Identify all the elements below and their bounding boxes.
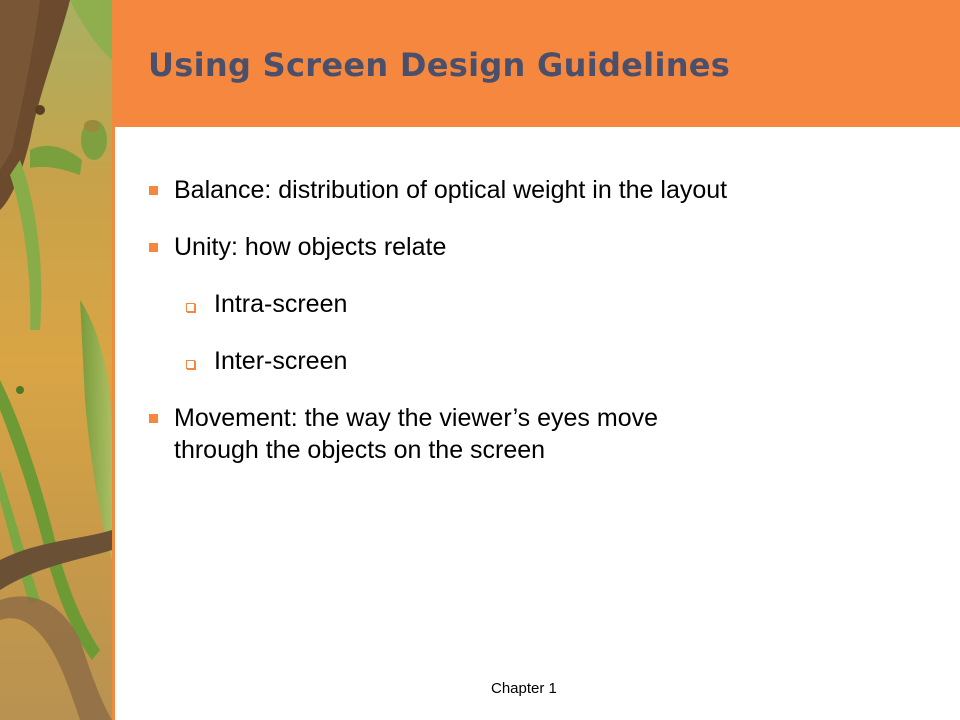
bullet-text: Inter-screen <box>214 347 348 375</box>
bullet-text: Balance: distribution of optical weight in the layout <box>174 176 728 204</box>
sub-bullet-intra-screen <box>146 288 936 320</box>
bullet-text: Intra-screen <box>214 290 348 318</box>
bullet-movement <box>146 402 936 466</box>
bullet-list <box>146 174 936 466</box>
hollow-square-bullet-icon <box>186 303 195 312</box>
sub-bullet-inter-screen <box>146 345 936 377</box>
bullet-balance <box>146 174 936 206</box>
slide-footer: Chapter 1 <box>491 680 557 697</box>
filled-square-bullet-icon <box>149 414 158 423</box>
mantis-photo <box>0 0 112 720</box>
bullet-text-line2: through the objects on the screen <box>174 436 546 464</box>
filled-square-bullet-icon <box>149 243 158 252</box>
bullet-unity <box>146 231 936 263</box>
bullet-text-line1: Movement: the way the viewer’s eyes move <box>174 404 659 432</box>
slide-title: Using Screen Design Guidelines <box>148 46 731 84</box>
bullet-text: Unity: how objects relate <box>174 233 447 261</box>
hollow-square-bullet-icon <box>186 360 195 369</box>
filled-square-bullet-icon <box>149 186 158 195</box>
